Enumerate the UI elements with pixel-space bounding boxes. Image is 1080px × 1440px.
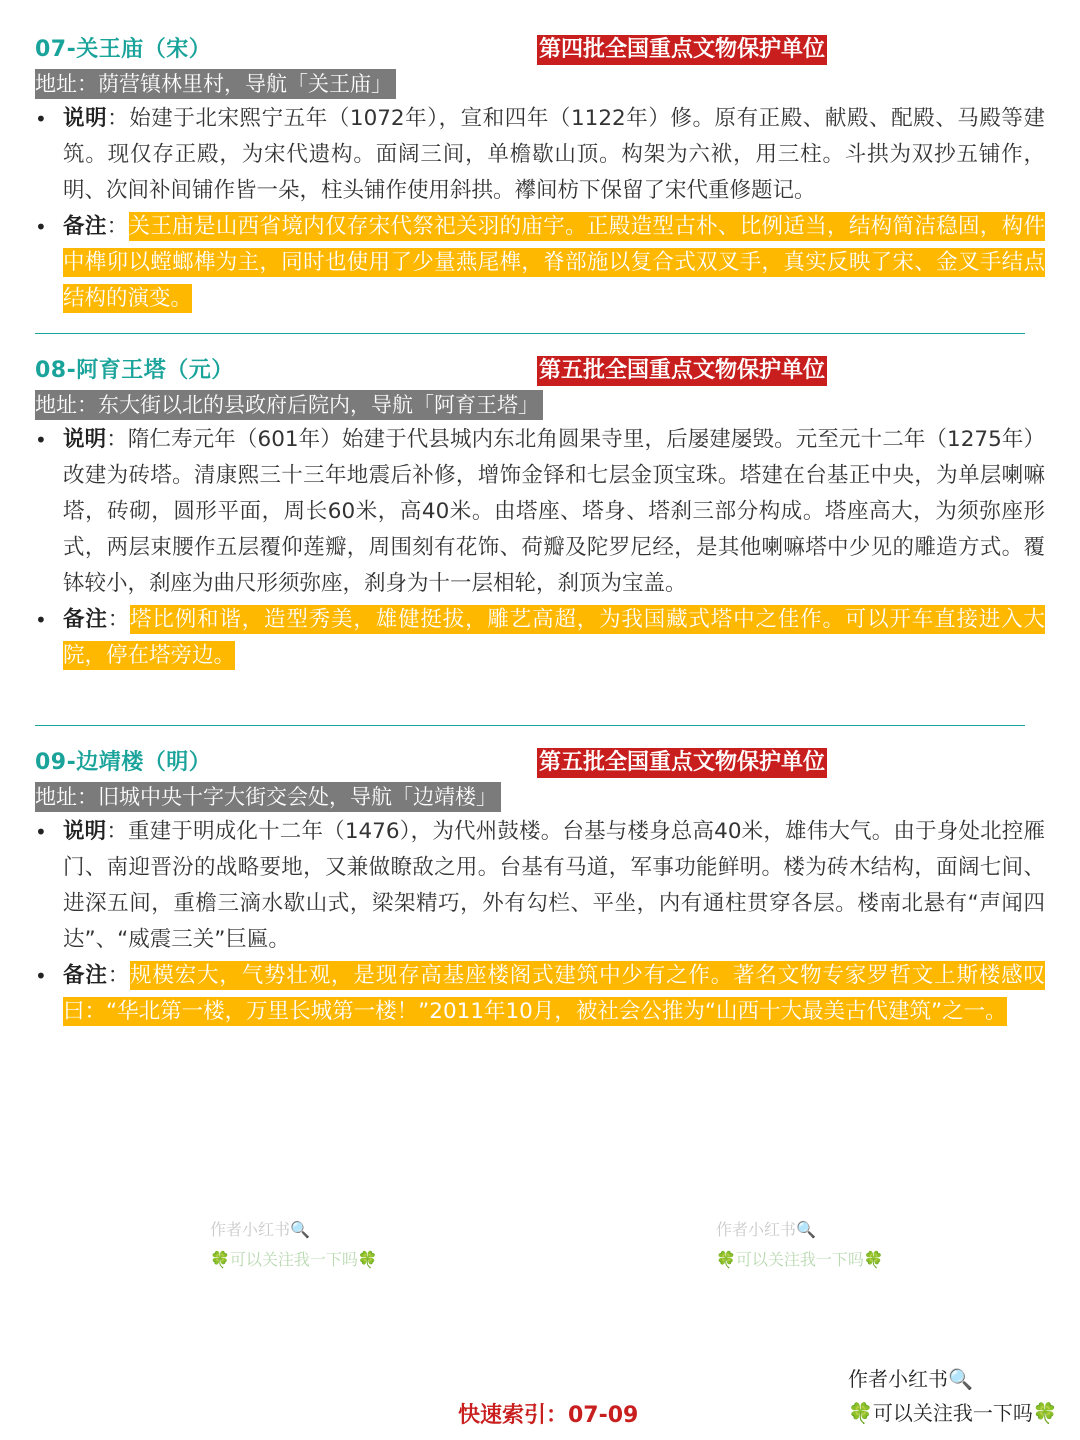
- note-item: [35, 602, 1045, 674]
- description-item: [35, 814, 1045, 958]
- entry-details: [35, 814, 1045, 1030]
- note-text: 关王庙是山西省境内仅存宋代祭祀关羽的庙宇。正殿造型古朴、比例适当，结构简洁稳固，构件中榫卯以螳螂榫为主，同时也使用了少量燕尾榫，脊部施以复合式双叉手，真实反映了宋、金叉手结点结构的演变。: [63, 214, 1045, 311]
- note-item: [35, 958, 1045, 1030]
- entry-details: [35, 422, 1045, 674]
- entry-title: 08-阿育王塔（元）: [35, 358, 234, 383]
- address: 地址：荫营镇林里村，导航「关王庙」: [35, 69, 396, 99]
- protection-badge: 第四批全国重点文物保护单位: [537, 35, 827, 65]
- bullet-icon: •: [35, 608, 47, 632]
- watermark-line2: 🍀可以关注我一下吗🍀: [210, 1250, 378, 1269]
- description-label: 说明: [63, 106, 108, 131]
- clover-icon: 🍀: [1032, 1401, 1058, 1425]
- bullet-icon: •: [35, 107, 47, 131]
- description-item: [35, 101, 1045, 209]
- watermark-line2: 🍀可以关注我一下吗🍀: [716, 1250, 884, 1269]
- note-item: [35, 209, 1045, 317]
- entry-header: [35, 356, 1045, 390]
- description-text: ：隋仁寿元年（601年）始建于代县城内东北角圆果寺里，后屡建屡毁。元至元十二年（1275年）改建为砖塔。清康熙三十三年地震后补修，增饰金铎和七层金顶宝珠。塔建在台基正中央，为单层喇嘛塔，砖砌，圆形平面，周长60米，高40米。由塔座、塔身、塔刹三部分构成。塔座高大，为须弥座形式，两层束腰作五层覆仰莲瓣，周围刻有花饰、荷瓣及陀罗尼经，是其他喇嘛塔中少见的雕造方式。覆钵较小，刹座为曲尺形须弥座，刹身为十一层相轮，刹顶为宝盖。: [63, 427, 1045, 596]
- watermark-line1: 作者小红书🔍: [716, 1220, 816, 1239]
- note-colon: ：: [106, 214, 129, 239]
- note-text: 塔比例和谐，造型秀美，雄健挺拔，雕艺高超，为我国藏式塔中之佳作。可以开车直接进入大院，停在塔旁边。: [63, 607, 1045, 668]
- quick-index: 快速索引：07-09: [458, 1403, 639, 1428]
- description-text: ：重建于明成化十二年（1476），为代州鼓楼。台基与楼身总高40米，雄伟大气。由于身处北控雁门、南迎晋汾的战略要地，又兼做瞭敌之用。台基有马道，军事功能鲜明。楼为砖木结构，面阔七间、进深五间，重檐三滴水歇山式，梁架精巧，外有勾栏、平坐，内有通柱贯穿各层。楼南北悬有“声闻四达”、“威震三关”巨匾。: [63, 819, 1045, 952]
- watermark-line1: 作者小红书🔍: [210, 1220, 310, 1239]
- divider: [35, 333, 1025, 334]
- note-text: 规模宏大，气势壮观，是现存高基座楼阁式建筑中少有之作。著名文物专家罗哲文上斯楼感叹曰：“华北第一楼，万里长城第一楼！”2011年10月，被社会公推为“山西十大最美古代建筑”之一。: [63, 963, 1045, 1024]
- author-line1: 作者小红书🔍: [848, 1367, 973, 1391]
- author-line2: [848, 1396, 1058, 1430]
- bullet-icon: •: [35, 820, 47, 844]
- address: 地址：东大街以北的县政府后院内，导航「阿育王塔」: [35, 390, 543, 420]
- note-colon: ：: [107, 607, 131, 632]
- watermark: [716, 1215, 884, 1275]
- entry-header: [35, 35, 1045, 69]
- entry-title: 07-关王庙（宋）: [35, 37, 212, 62]
- bullet-icon: •: [35, 428, 47, 452]
- entry-08: [35, 356, 1045, 674]
- bullet-icon: •: [35, 215, 47, 239]
- entry-07: [35, 35, 1045, 317]
- note-colon: ：: [107, 963, 131, 988]
- author-tag: [848, 1362, 1058, 1430]
- description-item: [35, 422, 1045, 602]
- protection-badge: 第五批全国重点文物保护单位: [537, 356, 827, 386]
- address: 地址：旧城中央十字大街交会处，导航「边靖楼」: [35, 782, 501, 812]
- entry-09: [35, 748, 1045, 1030]
- description-label: 说明: [63, 427, 107, 452]
- author-follow-text: 可以关注我一下吗: [872, 1401, 1033, 1425]
- entry-header: [35, 748, 1045, 782]
- description-label: 说明: [63, 819, 107, 844]
- note-label: 备注: [63, 214, 107, 239]
- entry-title: 09-边靖楼（明）: [35, 750, 212, 775]
- entry-details: [35, 101, 1045, 317]
- bullet-icon: •: [35, 964, 47, 988]
- protection-badge: 第五批全国重点文物保护单位: [537, 748, 827, 778]
- description-text: ：始建于北宋熙宁五年（1072年），宣和四年（1122年）修。原有正殿、献殿、配殿、马殿等建筑。现仅存正殿，为宋代遗构。面阔三间，单檐歇山顶。构架为六袱，用三柱。斗拱为双抄五铺作，明、次间补间铺作皆一朵，柱头铺作使用斜拱。襻间枋下保留了宋代重修题记。: [63, 106, 1045, 203]
- watermark: [210, 1215, 378, 1275]
- note-label: 备注: [63, 963, 108, 988]
- clover-icon: 🍀: [848, 1401, 873, 1425]
- note-label: 备注: [63, 607, 108, 632]
- divider: [35, 725, 1025, 726]
